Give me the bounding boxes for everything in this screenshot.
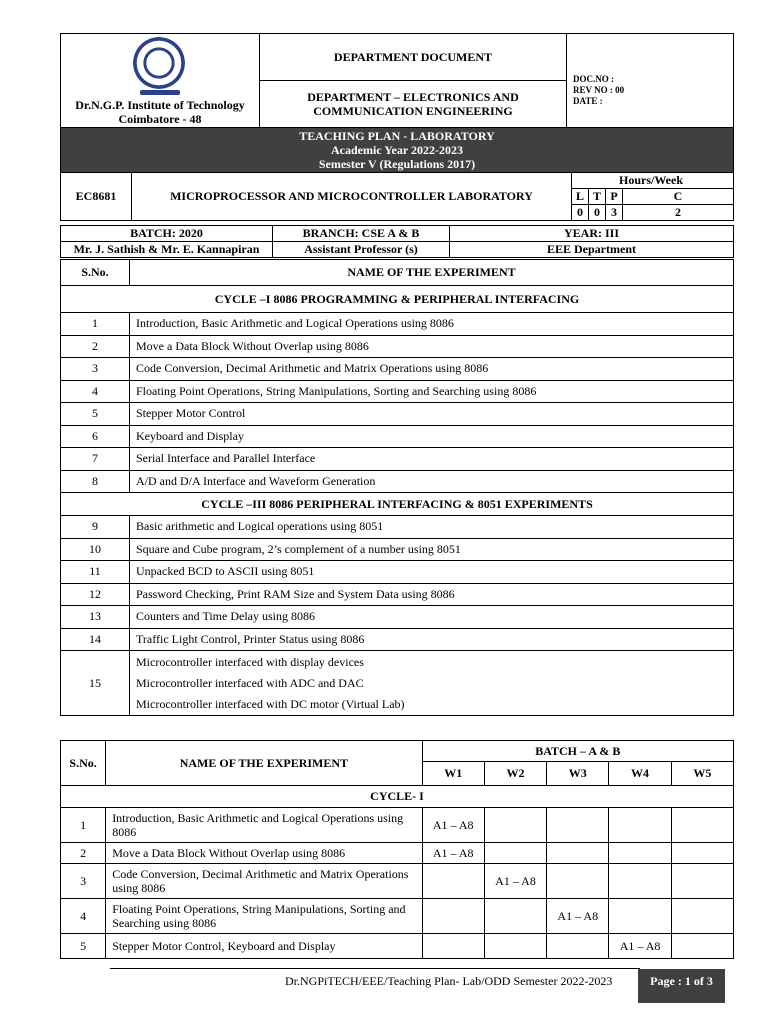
experiment-name-cell: Move a Data Block Without Overlap using 8086: [130, 335, 734, 358]
batch-year: BATCH: 2020: [61, 226, 273, 242]
cycle-3-heading: CYCLE –III 8086 PERIPHERAL INTERFACING & 8051 EXPERIMENTS: [61, 493, 734, 516]
course-info: [60, 172, 734, 221]
week-slot-cell: A1 – A8: [422, 843, 484, 864]
week-slot-cell: [484, 934, 546, 959]
institute-cell: [61, 34, 260, 128]
week-slot-cell: [671, 864, 733, 899]
table-row: [61, 651, 734, 716]
week-slot-cell: [609, 843, 671, 864]
experiment-name-cell: [130, 651, 734, 716]
schedule-table: [60, 740, 734, 959]
week-slot-cell: [484, 899, 546, 934]
table-row: [61, 358, 734, 381]
experiment-name-cell: Move a Data Block Without Overlap using 8086: [106, 843, 422, 864]
table-row: [61, 470, 734, 493]
week-slot-cell: [609, 808, 671, 843]
table-row: [61, 516, 734, 539]
week-slot-cell: [547, 843, 609, 864]
batch-header: BATCH – A & B: [422, 741, 733, 762]
sno-cell: 4: [61, 899, 106, 934]
experiment-name-cell: Basic arithmetic and Logical operations using 8051: [130, 516, 734, 539]
experiment-line: Microcontroller interfaced with DC motor (Virtual Lab): [136, 696, 405, 711]
table-row: [61, 538, 734, 561]
week-slot-cell: [484, 808, 546, 843]
table-row: [61, 313, 734, 336]
sno-cell: 12: [61, 583, 130, 606]
week-slot-cell: A1 – A8: [609, 934, 671, 959]
table-row: [61, 864, 734, 899]
banner-title: TEACHING PLAN - LABORATORY: [299, 129, 495, 143]
experiment-name-cell: Floating Point Operations, String Manipulations, Sorting and Searching using 8086: [106, 899, 422, 934]
sno-cell: 9: [61, 516, 130, 539]
c-label: C: [623, 189, 734, 205]
sno-cell: 5: [61, 403, 130, 426]
week-header: W4: [609, 762, 671, 786]
study-year: YEAR: III: [450, 226, 734, 242]
experiment-name-cell: Code Conversion, Decimal Arithmetic and Matrix Operations using 8086: [130, 358, 734, 381]
schedule-name-header: NAME OF THE EXPERIMENT: [106, 741, 422, 786]
week-slot-cell: [547, 934, 609, 959]
sno-header: S.No.: [61, 260, 130, 286]
sno-cell: 13: [61, 606, 130, 629]
experiment-list: [60, 259, 734, 716]
sno-cell: 2: [61, 843, 106, 864]
staff-designation: Assistant Professor (s): [273, 242, 450, 258]
sno-cell: 14: [61, 628, 130, 651]
sno-cell: 11: [61, 561, 130, 584]
hours-week-label: Hours/Week: [572, 173, 734, 189]
sno-cell: 5: [61, 934, 106, 959]
week-slot-cell: [547, 864, 609, 899]
table-row: [61, 628, 734, 651]
banner-year: Academic Year 2022-2023: [331, 143, 463, 157]
page-number: Page : 1 of 3: [638, 969, 725, 1003]
experiment-name-cell: Stepper Motor Control: [130, 403, 734, 426]
experiment-name-cell: Counters and Time Delay using 8086: [130, 606, 734, 629]
experiment-name-cell: Password Checking, Print RAM Size and System Data using 8086: [130, 583, 734, 606]
week-header: W3: [547, 762, 609, 786]
course-name: MICROPROCESSOR AND MICROCONTROLLER LABORATORY: [132, 173, 572, 221]
rev-no: REV NO : 00: [573, 85, 625, 95]
institute-name: Dr.N.G.P. Institute of Technology: [75, 98, 245, 112]
experiment-name-cell: A/D and D/A Interface and Waveform Generation: [130, 470, 734, 493]
p-value: 3: [606, 205, 623, 221]
week-slot-cell: A1 – A8: [547, 899, 609, 934]
week-slot-cell: [422, 934, 484, 959]
sno-cell: 6: [61, 425, 130, 448]
table-row: [61, 335, 734, 358]
l-value: 0: [572, 205, 589, 221]
week-slot-cell: A1 – A8: [422, 808, 484, 843]
sno-cell: 7: [61, 448, 130, 471]
experiment-line: Microcontroller interfaced with display devices: [136, 654, 364, 669]
experiment-name-cell: Serial Interface and Parallel Interface: [130, 448, 734, 471]
course-code: EC8681: [61, 173, 132, 221]
sno-cell: 3: [61, 864, 106, 899]
table-row: [61, 843, 734, 864]
experiment-name-cell: Square and Cube program, 2’s complement of a number using 8051: [130, 538, 734, 561]
week-slot-cell: [671, 934, 733, 959]
logo-ribbon-icon: [140, 90, 180, 95]
table-row: [61, 425, 734, 448]
experiment-name-header: NAME OF THE EXPERIMENT: [130, 260, 734, 286]
table-row: [61, 380, 734, 403]
doc-title: DEPARTMENT DOCUMENT: [260, 34, 567, 81]
institute-logo-icon: [133, 37, 185, 89]
sno-cell: 1: [61, 808, 106, 843]
week-slot-cell: [422, 864, 484, 899]
table-row: [61, 583, 734, 606]
week-slot-cell: [671, 808, 733, 843]
week-header: W2: [484, 762, 546, 786]
week-slot-cell: [484, 843, 546, 864]
week-slot-cell: [671, 843, 733, 864]
batch-row: [60, 225, 734, 241]
footer-divider: [110, 968, 640, 969]
experiment-name-cell: Introduction, Basic Arithmetic and Logical Operations using 8086: [130, 313, 734, 336]
experiment-name-cell: Traffic Light Control, Printer Status using 8086: [130, 628, 734, 651]
experiment-name-cell: Code Conversion, Decimal Arithmetic and Matrix Operations using 8086: [106, 864, 422, 899]
sno-cell: 2: [61, 335, 130, 358]
branch: BRANCH: CSE A & B: [273, 226, 450, 242]
l-label: L: [572, 189, 589, 205]
table-row: [61, 606, 734, 629]
week-slot-cell: [609, 864, 671, 899]
p-label: P: [606, 189, 623, 205]
week-slot-cell: [547, 808, 609, 843]
institute-city: Coimbatore - 48: [118, 112, 202, 126]
experiment-name-cell: Introduction, Basic Arithmetic and Logical Operations using 8086: [106, 808, 422, 843]
department-name: DEPARTMENT – ELECTRONICS AND COMMUNICATION ENGINEERING: [260, 81, 567, 128]
sno-cell: 1: [61, 313, 130, 336]
experiment-name-cell: Stepper Motor Control, Keyboard and Display: [106, 934, 422, 959]
schedule-cycle-heading: CYCLE- I: [61, 786, 734, 808]
schedule-sno-header: S.No.: [61, 741, 106, 786]
staff-row: [60, 241, 734, 258]
t-label: T: [589, 189, 606, 205]
table-row: [61, 561, 734, 584]
table-row: [61, 934, 734, 959]
week-slot-cell: [422, 899, 484, 934]
document-header: [60, 33, 734, 173]
week-slot-cell: A1 – A8: [484, 864, 546, 899]
footer-text: Dr.NGPiTECH/EEE/Teaching Plan- Lab/ODD Semester 2022-2023: [285, 974, 613, 988]
staff-department: EEE Department: [450, 242, 734, 258]
table-row: [61, 448, 734, 471]
sno-cell: 8: [61, 470, 130, 493]
experiment-name-cell: Keyboard and Display: [130, 425, 734, 448]
doc-no: DOC.NO :: [573, 74, 614, 84]
staff-names: Mr. J. Sathish & Mr. E. Kannapiran: [61, 242, 273, 258]
c-value: 2: [623, 205, 734, 221]
sno-cell: 3: [61, 358, 130, 381]
week-header: W5: [671, 762, 733, 786]
week-header: W1: [422, 762, 484, 786]
doc-date: DATE :: [573, 96, 603, 106]
sno-cell: 15: [61, 651, 130, 716]
t-value: 0: [589, 205, 606, 221]
experiment-line: Microcontroller interfaced with ADC and DAC: [136, 675, 364, 690]
week-slot-cell: [671, 899, 733, 934]
table-row: [61, 403, 734, 426]
sno-cell: 4: [61, 380, 130, 403]
week-slot-cell: [609, 899, 671, 934]
table-row: [61, 899, 734, 934]
teaching-plan-banner: [61, 128, 734, 173]
cycle-1-heading: CYCLE –I 8086 PROGRAMMING & PERIPHERAL INTERFACING: [61, 286, 734, 313]
experiment-name-cell: Unpacked BCD to ASCII using 8051: [130, 561, 734, 584]
banner-semester: Semester V (Regulations 2017): [318, 157, 476, 171]
table-row: [61, 808, 734, 843]
experiment-name-cell: Floating Point Operations, String Manipulations, Sorting and Searching using 8086: [130, 380, 734, 403]
doc-meta: [567, 34, 734, 128]
sno-cell: 10: [61, 538, 130, 561]
